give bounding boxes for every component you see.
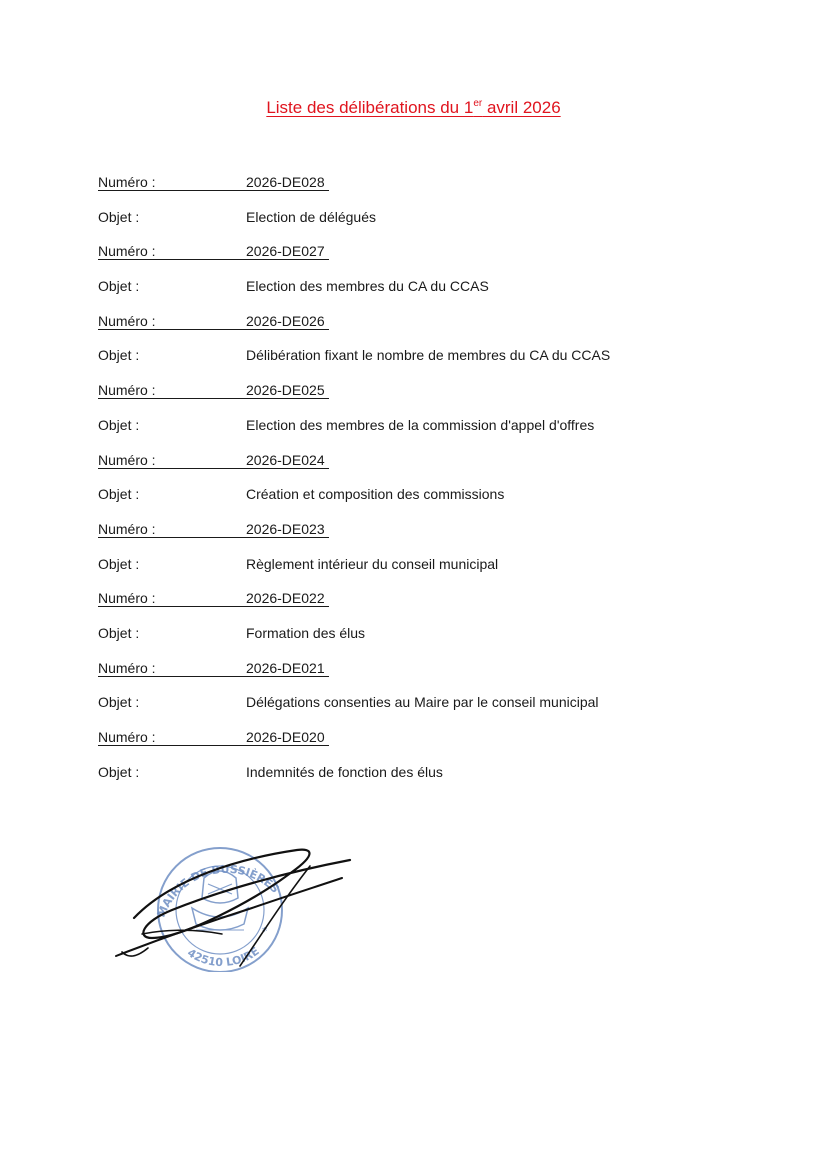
objet-row — [98, 621, 738, 656]
objet-row — [98, 690, 738, 725]
seal-top-text: MAIRIE DE BUSSIÈRES — [154, 862, 282, 920]
numero-value: 2026-DE028 — [246, 174, 325, 190]
objet-value: Election de délégués — [246, 208, 376, 225]
deliberation-list — [98, 170, 738, 794]
seal — [158, 848, 282, 972]
seal-bottom-text: 42510 LOIRE — [185, 944, 262, 970]
objet-value: Election des membres de la commission d'appel d'offres — [246, 416, 595, 433]
numero-label: Numéro : — [98, 590, 156, 607]
title-suffix: avril 2026 — [482, 98, 561, 117]
objet-row — [98, 552, 738, 587]
objet-label: Objet : — [98, 624, 140, 641]
seal-star: * — [262, 926, 268, 937]
objet-label: Objet : — [98, 694, 140, 711]
objet-value: Création et composition des commissions — [246, 486, 505, 503]
numero-label: Numéro : — [98, 520, 156, 537]
numero-row — [98, 656, 738, 691]
numero-underline — [98, 190, 329, 191]
objet-label: Objet : — [98, 555, 140, 572]
numero-value: 2026-DE027 — [246, 243, 325, 260]
numero-underline — [98, 745, 329, 746]
objet-value: Règlement intérieur du conseil municipal — [246, 555, 499, 572]
numero-value: 2026-DE021 — [246, 659, 325, 676]
title-prefix: Liste des délibérations du 1 — [266, 98, 474, 117]
numero-underline — [98, 259, 329, 260]
numero-row — [98, 586, 738, 621]
objet-row — [98, 413, 738, 448]
numero-label: Numéro : — [98, 659, 156, 676]
objet-row — [98, 760, 738, 795]
objet-label: Objet : — [98, 208, 140, 225]
numero-row — [98, 517, 738, 552]
numero-underline — [98, 468, 329, 469]
numero-row — [98, 170, 738, 205]
objet-value: Election des membres du CA du CCAS — [246, 278, 489, 295]
objet-label: Objet : — [98, 763, 140, 780]
page-title — [0, 98, 827, 118]
numero-label: Numéro : — [98, 382, 156, 399]
numero-value: 2026-DE026 — [246, 312, 325, 329]
numero-underline — [98, 676, 329, 677]
numero-value: 2026-DE024 — [246, 451, 325, 468]
objet-value: Délibération fixant le nombre de membres du CA du CCAS — [246, 347, 611, 364]
numero-underline — [98, 606, 329, 607]
objet-value: Délégations consenties au Maire par le conseil municipal — [246, 694, 599, 711]
objet-label: Objet : — [98, 486, 140, 503]
numero-value: 2026-DE020 — [246, 729, 325, 745]
numero-label: Numéro : — [98, 312, 156, 329]
objet-label: Objet : — [98, 416, 140, 433]
town-seal-icon — [112, 838, 362, 972]
numero-label: Numéro : — [98, 174, 156, 190]
objet-row — [98, 205, 738, 240]
objet-value: Indemnités de fonction des élus — [246, 763, 443, 780]
numero-label: Numéro : — [98, 451, 156, 468]
stamp-and-signature — [112, 838, 362, 972]
numero-underline — [98, 537, 329, 538]
objet-row — [98, 343, 738, 378]
numero-row — [98, 309, 738, 344]
numero-row — [98, 239, 738, 274]
numero-label: Numéro : — [98, 729, 156, 745]
numero-row — [98, 725, 738, 760]
objet-label: Objet : — [98, 278, 140, 295]
numero-value: 2026-DE023 — [246, 520, 325, 537]
title-superscript: er — [473, 98, 483, 109]
numero-underline — [98, 329, 329, 330]
objet-row — [98, 482, 738, 517]
numero-row — [98, 378, 738, 413]
objet-value: Formation des élus — [246, 624, 366, 641]
numero-row — [98, 448, 738, 483]
objet-row — [98, 274, 738, 309]
numero-underline — [98, 398, 329, 399]
numero-label: Numéro : — [98, 243, 156, 260]
objet-label: Objet : — [98, 347, 140, 364]
numero-value: 2026-DE022 — [246, 590, 325, 607]
numero-value: 2026-DE025 — [246, 382, 325, 399]
